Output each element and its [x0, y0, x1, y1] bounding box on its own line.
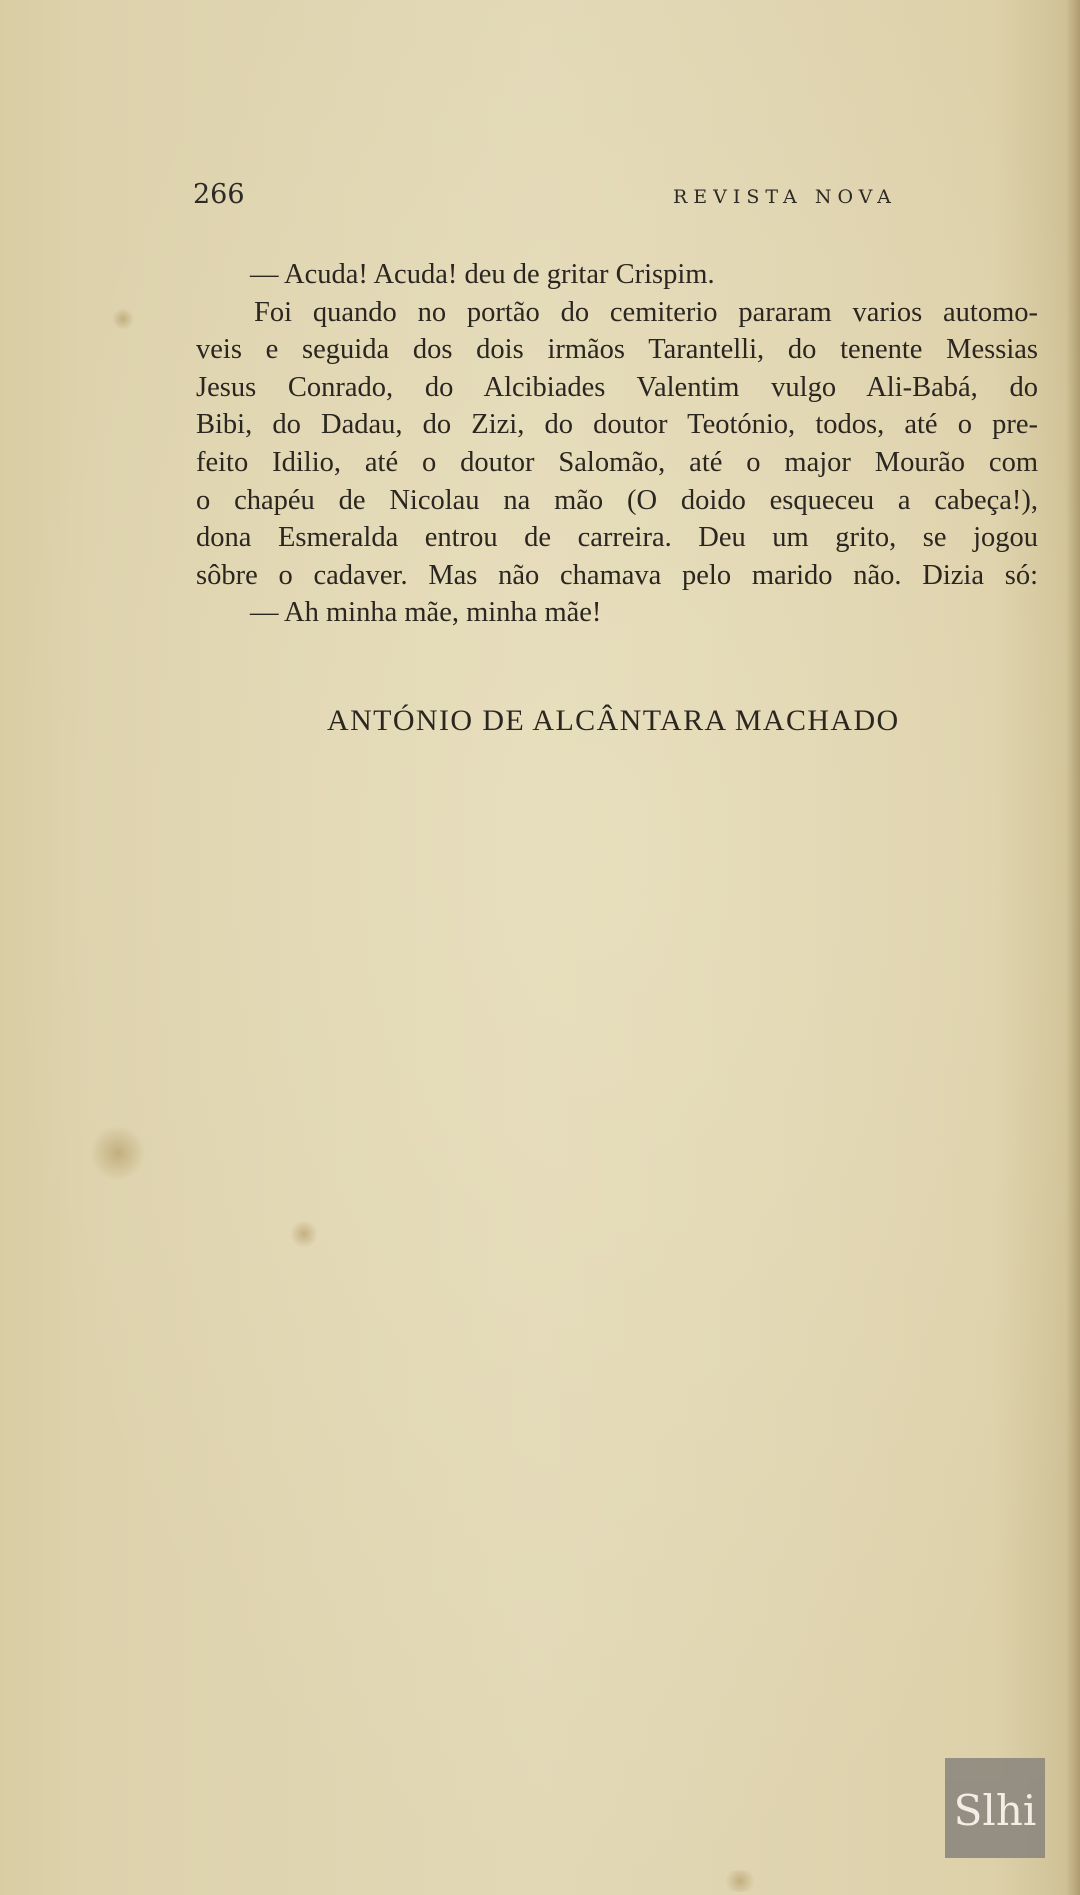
text-line: feito Idilio, até o doutor Salomão, até o major Mourão com	[196, 446, 1038, 478]
text-line: — Ah minha mãe, minha mãe!	[250, 597, 602, 629]
text-line: sôbre o cadaver. Mas não chamava pelo marido não. Dizia só:	[196, 559, 1038, 591]
text-line: dona Esmeralda entrou de carreira. Deu um grito, se jogou	[196, 522, 1038, 554]
library-logo-text: Slhi	[953, 1786, 1037, 1835]
paper-stain	[290, 1220, 318, 1248]
paper-stain	[90, 1125, 146, 1181]
text-line: Foi quando no portão do cemiterio pararam varios automo-	[254, 296, 1038, 328]
library-logo	[945, 1758, 1045, 1858]
body-text	[196, 256, 1038, 632]
text-line: o chapéu de Nicolau na mão (O doido esqueceu a cabeça!),	[196, 484, 1038, 516]
page-header	[193, 178, 903, 218]
page-number: 266	[193, 179, 245, 210]
paper-stain	[722, 1870, 758, 1892]
text-line: Bibi, do Dadau, do Zizi, do doutor Teotónio, todos, até o pre-	[196, 409, 1038, 441]
text-line: — Acuda! Acuda! deu de gritar Crispim.	[250, 259, 715, 290]
text-line: Jesus Conrado, do Alcibiades Valentim vulgo Ali-Babá, do	[196, 371, 1038, 403]
running-head: REVISTA NOVA	[673, 186, 897, 208]
author-signature: ANTÓNIO DE ALCÂNTARA MACHADO	[327, 704, 900, 737]
paper-stain	[112, 308, 134, 330]
text-line: veis e seguida dos dois irmãos Tarantelli, do tenente Messias	[196, 334, 1038, 366]
page-edge-shadow	[1066, 0, 1080, 1895]
